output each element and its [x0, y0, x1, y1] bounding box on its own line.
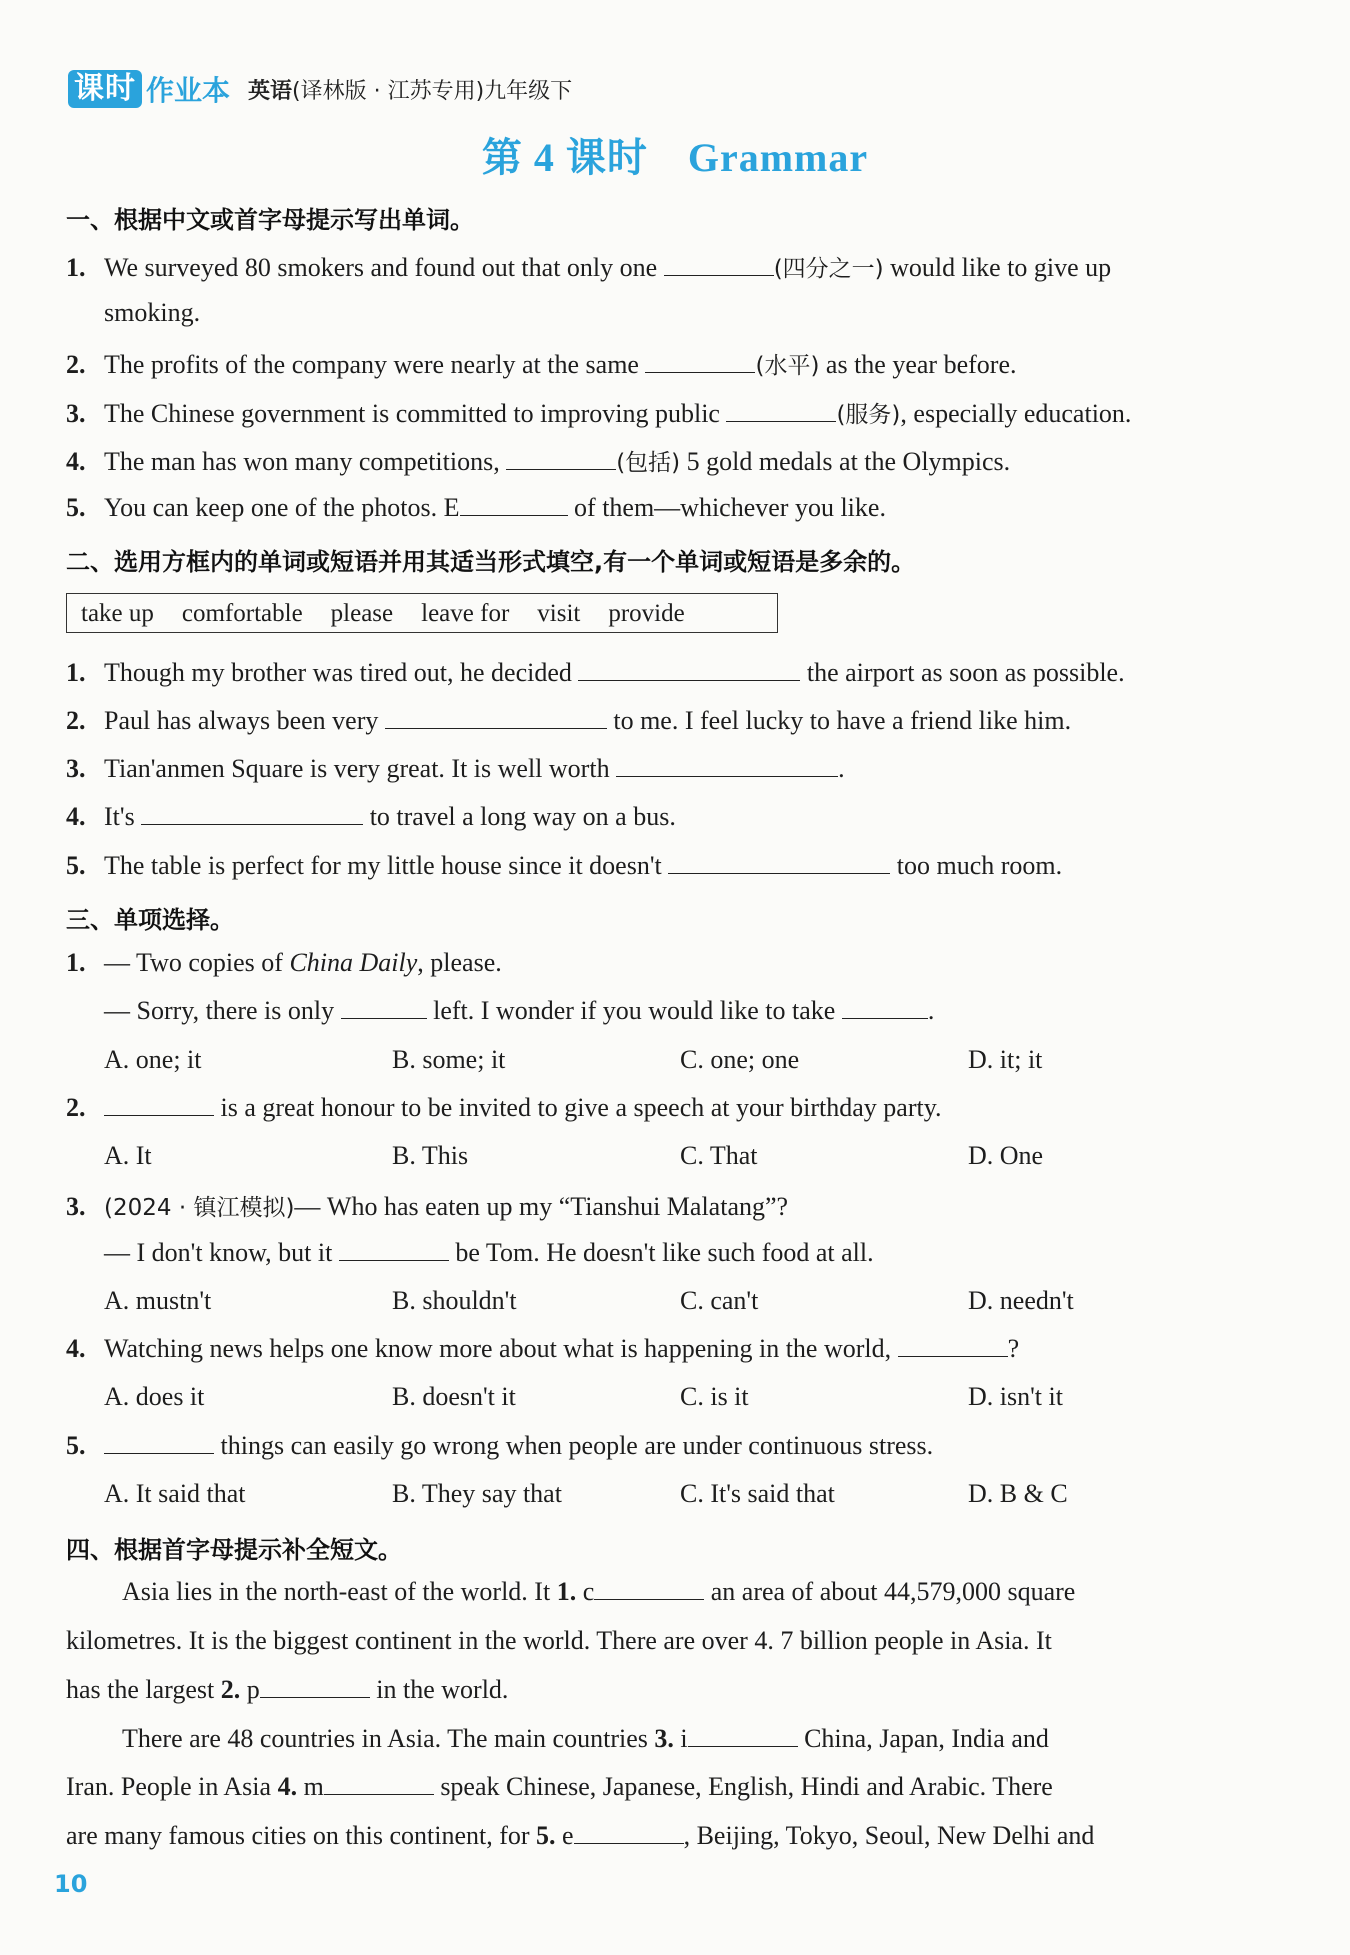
answer-blank[interactable] [726, 399, 836, 422]
lesson-title [0, 126, 1350, 183]
s1-item-5: 5. You can keep one of the photos. E of them—whichever you like. [66, 493, 886, 522]
word-option: leave for [421, 600, 510, 627]
brand-logo [68, 69, 230, 109]
header [68, 68, 572, 110]
s2-item-1: 1. Though my brother was tired out, he decided the airport as soon as possible. [66, 658, 1125, 687]
answer-blank[interactable] [506, 447, 616, 470]
brand-mark: 课时 [68, 70, 142, 108]
s1-item-1: 1. We surveyed 80 smokers and found out that only one (四分之一) would like to give up [66, 253, 1112, 282]
passage-p1-line3: has the largest 2. p in the world. [66, 1675, 509, 1704]
answer-blank[interactable] [104, 1093, 214, 1116]
option-a[interactable]: A. It said that [104, 1479, 246, 1508]
option-a[interactable]: A. It [104, 1141, 152, 1170]
option-b[interactable]: B. This [392, 1141, 469, 1170]
lesson-number: 第 4 课时 [481, 135, 648, 180]
s1-item-4: 4. The man has won many competitions, (包括) 5 gold medals at the Olympics. [66, 447, 1011, 476]
section-4-heading: 四、根据首字母提示补全短文。 [66, 1536, 402, 1564]
s2-item-5: 5. The table is perfect for my little house since it doesn't too much room. [66, 851, 1063, 880]
word-option: provide [608, 600, 685, 627]
answer-blank[interactable] [578, 658, 800, 681]
option-a[interactable]: A. mustn't [104, 1286, 212, 1315]
option-c[interactable]: C. can't [680, 1286, 759, 1315]
option-d[interactable]: D. B & C [968, 1479, 1068, 1508]
s1-item-1-cont: smoking. [104, 298, 201, 327]
s1-item-2: 2. The profits of the company were nearly at the same (水平) as the year before. [66, 350, 1017, 379]
section-3-heading: 三、单项选择。 [66, 906, 234, 934]
passage-p2-line1: There are 48 countries in Asia. The main countries 3. i China, Japan, India and [122, 1724, 1049, 1753]
option-d[interactable]: D. needn't [968, 1286, 1074, 1315]
answer-blank[interactable] [324, 1772, 434, 1795]
answer-blank[interactable] [339, 1238, 449, 1261]
option-d[interactable]: D. One [968, 1141, 1044, 1170]
option-b[interactable]: B. They say that [392, 1479, 562, 1508]
answer-blank[interactable] [574, 1821, 684, 1844]
passage-p1-line2: kilometres. It is the biggest continent in the world. There are over 4. 7 billion people in Asia. It [66, 1626, 1052, 1655]
answer-blank[interactable] [664, 253, 774, 276]
answer-blank[interactable] [645, 350, 755, 373]
option-b[interactable]: B. some; it [392, 1045, 506, 1074]
lesson-topic: Grammar [687, 135, 869, 180]
option-c[interactable]: C. That [680, 1141, 758, 1170]
word-option: comfortable [181, 600, 303, 627]
option-a[interactable]: A. does it [104, 1382, 205, 1411]
answer-blank[interactable] [341, 996, 427, 1019]
section-2-heading: 二、选用方框内的单词或短语并用其适当形式填空,有一个单词或短语是多余的。 [66, 548, 916, 576]
option-b[interactable]: B. doesn't it [392, 1382, 516, 1411]
s3-q3-line1: 3. (2024 · 镇江模拟)— Who has eaten up my “Tianshui Malatang”? [66, 1192, 789, 1221]
s3-q1-line2: — Sorry, there is only left. I wonder if you would like to take . [104, 996, 935, 1025]
answer-blank[interactable] [688, 1724, 798, 1747]
subject: 英语 [248, 78, 293, 104]
answer-blank[interactable] [460, 493, 568, 516]
word-option: please [330, 600, 394, 627]
answer-blank[interactable] [616, 754, 838, 777]
s3-q3-line2: — I don't know, but it be Tom. He doesn't like such food at all. [104, 1238, 874, 1267]
answer-blank[interactable] [898, 1334, 1008, 1357]
word-box [66, 593, 778, 633]
answer-blank[interactable] [104, 1431, 214, 1454]
word-option: take up [81, 600, 154, 627]
passage-p2-line2: Iran. People in Asia 4. m speak Chinese, Japanese, English, Hindi and Arabic. There [66, 1772, 1053, 1801]
question-source: (2024 · 镇江模拟) [104, 1195, 295, 1221]
edition: (译林版 · 江苏专用)九年级下 [292, 78, 573, 104]
word-option: visit [537, 600, 581, 627]
option-b[interactable]: B. shouldn't [392, 1286, 517, 1315]
book-info [248, 74, 572, 105]
option-d[interactable]: D. it; it [968, 1045, 1043, 1074]
s3-q4: 4. Watching news helps one know more about what is happening in the world, ? [66, 1334, 1020, 1363]
option-c[interactable]: C. is it [680, 1382, 749, 1411]
s2-item-3: 3. Tian'anmen Square is very great. It is well worth . [66, 754, 845, 783]
answer-blank[interactable] [842, 996, 928, 1019]
option-d[interactable]: D. isn't it [968, 1382, 1063, 1411]
section-1-heading: 一、根据中文或首字母提示写出单词。 [66, 206, 474, 234]
passage-p1-line1: Asia lies in the north-east of the world. It 1. c an area of about 44,579,000 square [122, 1577, 1076, 1606]
option-c[interactable]: C. one; one [680, 1045, 800, 1074]
s2-item-2: 2. Paul has always been very to me. I feel lucky to have a friend like him. [66, 706, 1072, 735]
s3-q2: 2. is a great honour to be invited to give a speech at your birthday party. [66, 1093, 942, 1122]
answer-blank[interactable] [668, 851, 890, 874]
brand-name: 作业本 [146, 74, 231, 107]
passage-p2-line3: are many famous cities on this continent, for 5. e , Beijing, Tokyo, Seoul, New Delhi and [66, 1821, 1095, 1850]
answer-blank[interactable] [260, 1675, 370, 1698]
answer-blank[interactable] [385, 706, 607, 729]
s2-item-4: 4. It's to travel a long way on a bus. [66, 802, 676, 831]
s3-q1-line1: 1. — Two copies of China Daily, please. [66, 948, 502, 977]
s3-q5: 5. things can easily go wrong when people are under continuous stress. [66, 1431, 934, 1460]
page-number: 10 [54, 1870, 88, 1898]
answer-blank[interactable] [594, 1577, 704, 1600]
answer-blank[interactable] [141, 802, 363, 825]
option-a[interactable]: A. one; it [104, 1045, 202, 1074]
s1-item-3: 3. The Chinese government is committed to improving public (服务), especially education. [66, 399, 1132, 428]
option-c[interactable]: C. It's said that [680, 1479, 835, 1508]
